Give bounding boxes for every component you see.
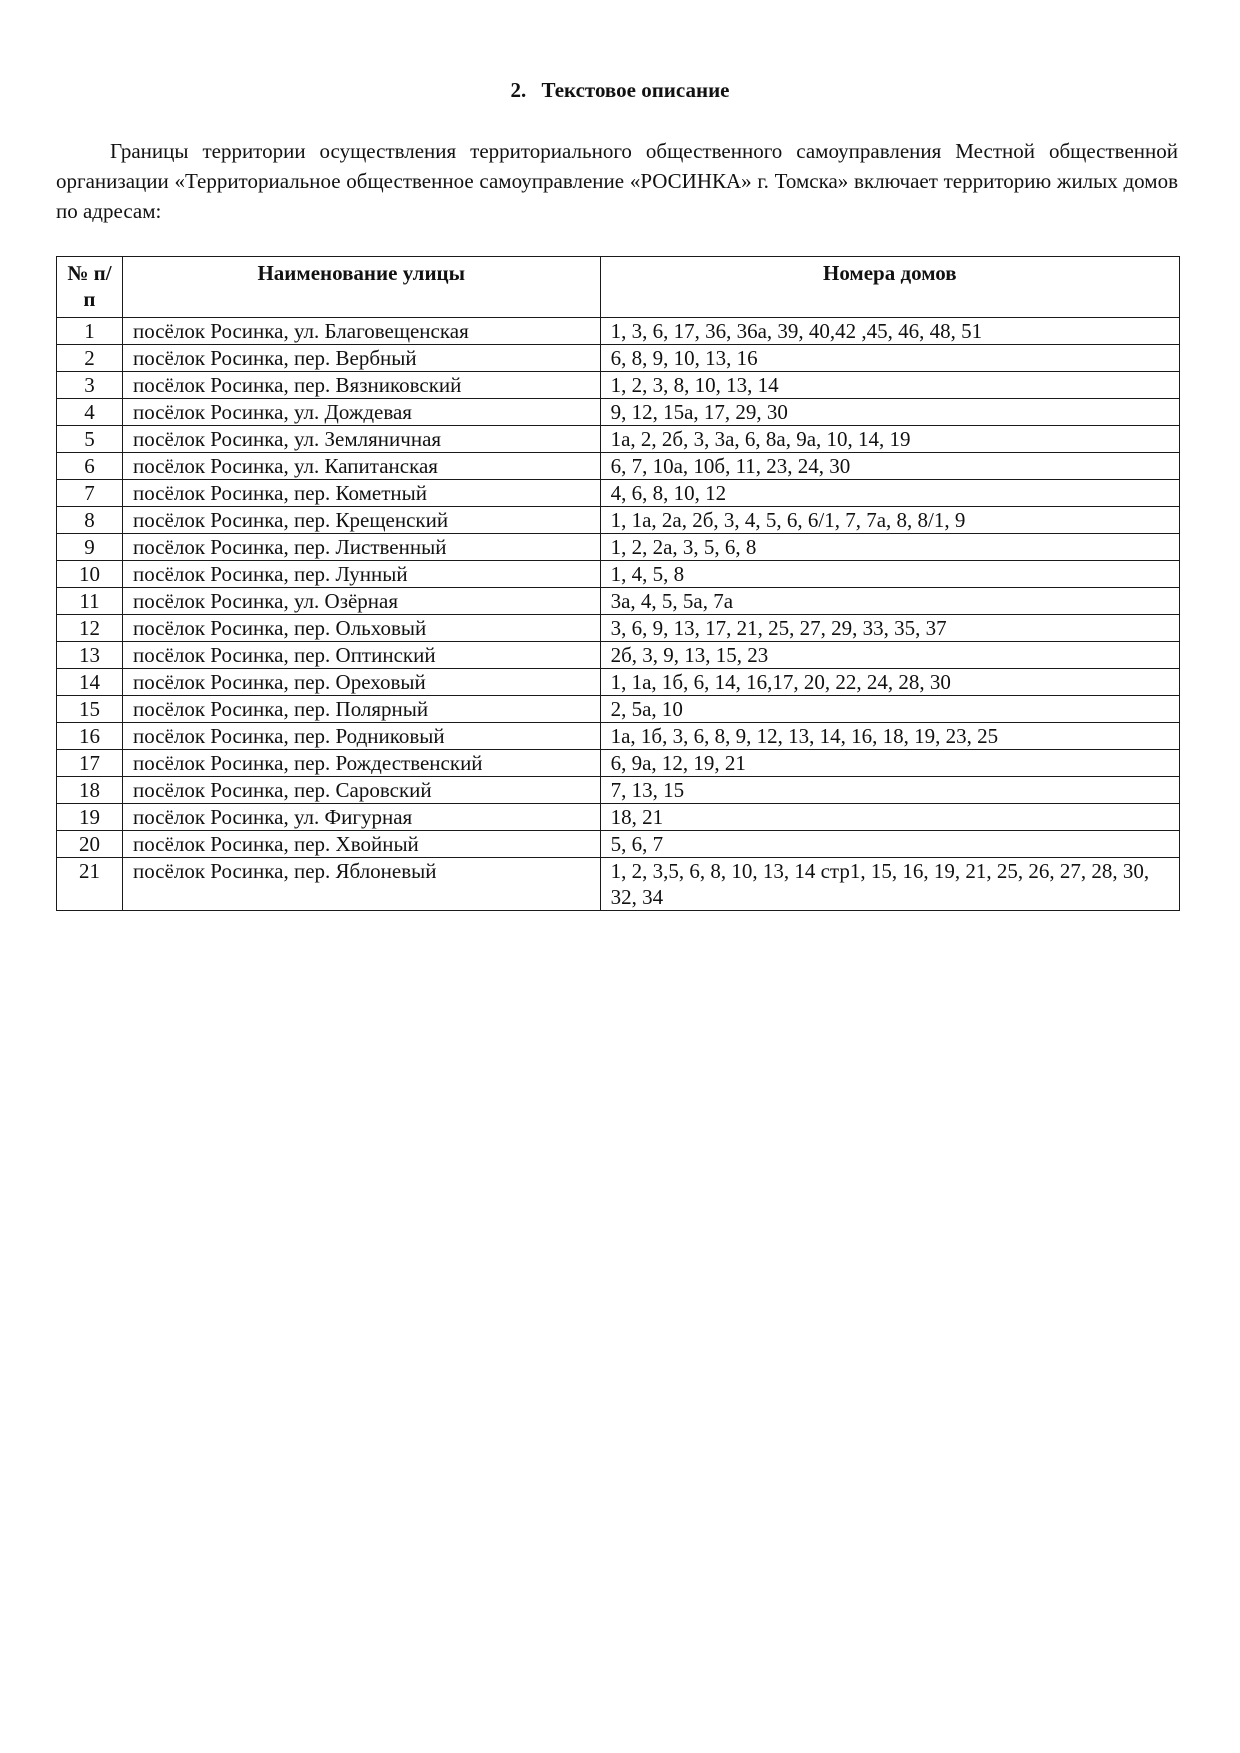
house-numbers: 1, 1а, 1б, 6, 14, 16,17, 20, 22, 24, 28, 30 <box>600 669 1179 696</box>
house-numbers: 4, 6, 8, 10, 12 <box>600 480 1179 507</box>
row-number: 11 <box>57 588 123 615</box>
table-row <box>57 804 1180 831</box>
street-name: посёлок Росинка, пер. Крещенский <box>122 507 600 534</box>
row-number: 21 <box>57 858 123 911</box>
street-name: посёлок Росинка, пер. Саровский <box>122 777 600 804</box>
row-number: 9 <box>57 534 123 561</box>
table-row <box>57 480 1180 507</box>
table-row <box>57 696 1180 723</box>
house-numbers: 6, 9а, 12, 19, 21 <box>600 750 1179 777</box>
street-name: посёлок Росинка, пер. Родниковый <box>122 723 600 750</box>
row-number: 16 <box>57 723 123 750</box>
table-row <box>57 534 1180 561</box>
table-row <box>57 669 1180 696</box>
table-row <box>57 723 1180 750</box>
house-numbers: 1, 1а, 2а, 2б, 3, 4, 5, 6, 6/1, 7, 7а, 8, 8/1, 9 <box>600 507 1179 534</box>
row-number: 10 <box>57 561 123 588</box>
table-row <box>57 831 1180 858</box>
street-name: посёлок Росинка, пер. Ольховый <box>122 615 600 642</box>
table-row <box>57 588 1180 615</box>
street-name: посёлок Росинка, ул. Капитанская <box>122 453 600 480</box>
table-row <box>57 858 1180 911</box>
row-number: 8 <box>57 507 123 534</box>
intro-paragraph: Границы территории осуществления территориального общественного самоуправления Местной общественной организации «Территориальное общественное самоуправление «РОСИНКА» г. Томска» включает территорию жилых домов по адресам: <box>56 139 1178 223</box>
table-row <box>57 750 1180 777</box>
house-numbers: 9, 12, 15а, 17, 29, 30 <box>600 399 1179 426</box>
section-title: Текстовое описание <box>541 78 730 102</box>
street-name: посёлок Росинка, пер. Полярный <box>122 696 600 723</box>
street-name: посёлок Росинка, пер. Вербный <box>122 345 600 372</box>
table-row <box>57 507 1180 534</box>
house-numbers: 1а, 2, 2б, 3, 3а, 6, 8а, 9а, 10, 14, 19 <box>600 426 1179 453</box>
row-number: 2 <box>57 345 123 372</box>
row-number: 13 <box>57 642 123 669</box>
house-numbers: 6, 7, 10а, 10б, 11, 23, 24, 30 <box>600 453 1179 480</box>
house-numbers: 1а, 1б, 3, 6, 8, 9, 12, 13, 14, 16, 18, 19, 23, 25 <box>600 723 1179 750</box>
header-street: Наименование улицы <box>122 257 600 318</box>
house-numbers: 3а, 4, 5, 5а, 7а <box>600 588 1179 615</box>
street-name: посёлок Росинка, ул. Озёрная <box>122 588 600 615</box>
row-number: 1 <box>57 318 123 345</box>
table-row <box>57 615 1180 642</box>
house-numbers: 1, 4, 5, 8 <box>600 561 1179 588</box>
street-name: посёлок Росинка, пер. Лиственный <box>122 534 600 561</box>
row-number: 14 <box>57 669 123 696</box>
address-table <box>56 256 1180 911</box>
row-number: 12 <box>57 615 123 642</box>
row-number: 4 <box>57 399 123 426</box>
row-number: 6 <box>57 453 123 480</box>
house-numbers: 18, 21 <box>600 804 1179 831</box>
house-numbers: 2, 5а, 10 <box>600 696 1179 723</box>
header-houses: Номера домов <box>600 257 1179 318</box>
house-numbers: 3, 6, 9, 13, 17, 21, 25, 27, 29, 33, 35, 37 <box>600 615 1179 642</box>
row-number: 20 <box>57 831 123 858</box>
table-body <box>57 318 1180 911</box>
header-num: № п/п <box>57 257 123 318</box>
street-name: посёлок Росинка, ул. Земляничная <box>122 426 600 453</box>
table-row <box>57 561 1180 588</box>
row-number: 18 <box>57 777 123 804</box>
house-numbers: 5, 6, 7 <box>600 831 1179 858</box>
row-number: 15 <box>57 696 123 723</box>
house-numbers: 6, 8, 9, 10, 13, 16 <box>600 345 1179 372</box>
table-row <box>57 426 1180 453</box>
row-number: 7 <box>57 480 123 507</box>
house-numbers: 1, 2, 3, 8, 10, 13, 14 <box>600 372 1179 399</box>
row-number: 19 <box>57 804 123 831</box>
street-name: посёлок Росинка, пер. Ореховый <box>122 669 600 696</box>
table-row <box>57 399 1180 426</box>
house-numbers: 1, 2, 2а, 3, 5, 6, 8 <box>600 534 1179 561</box>
section-heading <box>0 78 1240 103</box>
row-number: 5 <box>57 426 123 453</box>
section-number: 2. <box>510 78 527 102</box>
street-name: посёлок Росинка, ул. Благовещенская <box>122 318 600 345</box>
table-row <box>57 318 1180 345</box>
street-name: посёлок Росинка, пер. Лунный <box>122 561 600 588</box>
house-numbers: 1, 2, 3,5, 6, 8, 10, 13, 14 стр1, 15, 16, 19, 21, 25, 26, 27, 28, 30, 32, 34 <box>600 858 1179 911</box>
street-name: посёлок Росинка, пер. Яблоневый <box>122 858 600 911</box>
table-row <box>57 372 1180 399</box>
table-row <box>57 345 1180 372</box>
street-name: посёлок Росинка, ул. Фигурная <box>122 804 600 831</box>
table-row <box>57 642 1180 669</box>
row-number: 3 <box>57 372 123 399</box>
row-number: 17 <box>57 750 123 777</box>
street-name: посёлок Росинка, пер. Вязниковский <box>122 372 600 399</box>
table-row <box>57 453 1180 480</box>
street-name: посёлок Росинка, пер. Хвойный <box>122 831 600 858</box>
street-name: посёлок Росинка, пер. Оптинский <box>122 642 600 669</box>
table-header-row <box>57 257 1180 318</box>
street-name: посёлок Росинка, пер. Рождественский <box>122 750 600 777</box>
house-numbers: 7, 13, 15 <box>600 777 1179 804</box>
street-name: посёлок Росинка, пер. Кометный <box>122 480 600 507</box>
house-numbers: 1, 3, 6, 17, 36, 36а, 39, 40,42 ,45, 46, 48, 51 <box>600 318 1179 345</box>
house-numbers: 2б, 3, 9, 13, 15, 23 <box>600 642 1179 669</box>
table-row <box>57 777 1180 804</box>
street-name: посёлок Росинка, ул. Дождевая <box>122 399 600 426</box>
